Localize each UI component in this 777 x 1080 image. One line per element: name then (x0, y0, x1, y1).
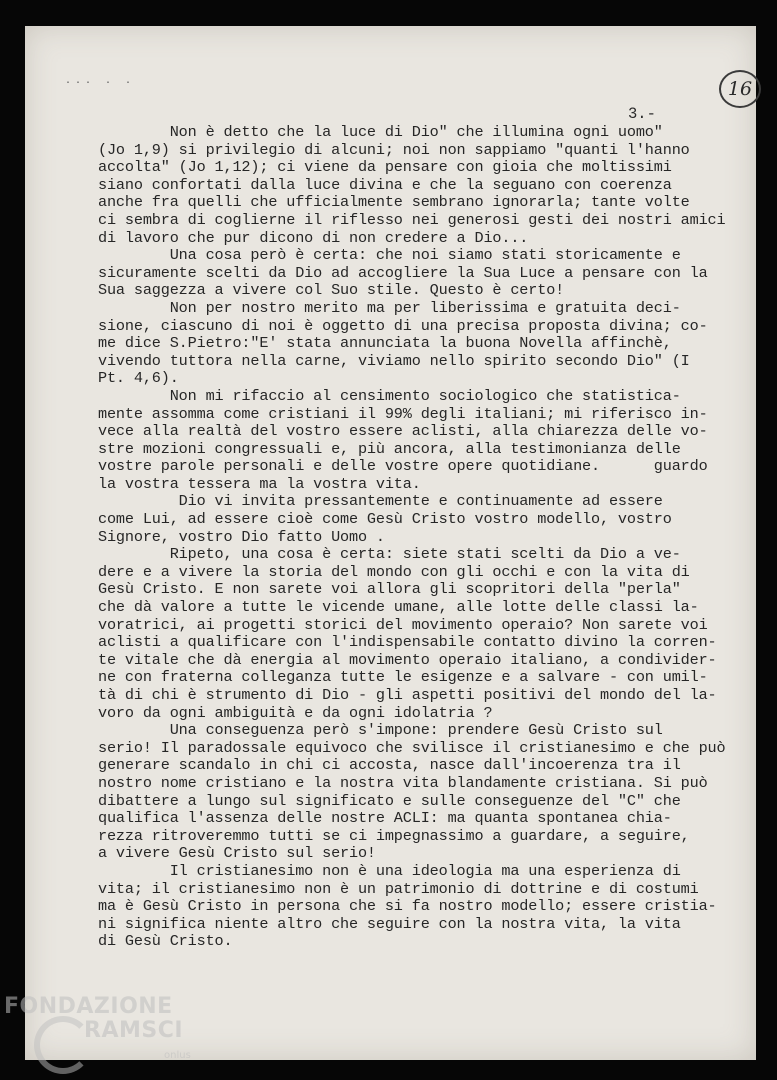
text-line: sione, ciascuno di noi è oggetto di una precisa proposta divina; co- (98, 316, 708, 335)
page-number: 3.- (628, 105, 656, 123)
watermark-line2: RAMSCI (84, 1018, 184, 1043)
text-line: Non per nostro merito ma per liberissima e gratuita deci- (98, 298, 681, 317)
text-line: dibattere a lungo sul significato e sulle conseguenze del "C" che (98, 791, 681, 810)
typewritten-text (98, 124, 738, 951)
text-line: sicuramente scelti da Dio ad accogliere la Sua Luce a pensare con la (98, 263, 708, 282)
text-line: nostro nome cristiano e la nostra vita blandamente cristiana. Si può (98, 773, 708, 792)
text-line: Ripeto, una cosa è certa: siete stati scelti da Dio a ve- (98, 545, 681, 564)
text-line: vivendo tuttora nella carne, viviamo nello spirito secondo Dio" (I (98, 351, 690, 370)
text-line: me dice S.Pietro:"E' stata annunciata la buona Novella affinchè, (98, 334, 672, 353)
text-line: la vostra tessera ma la vostra vita. (98, 474, 421, 493)
text-line: rezza ritroveremmo tutti se ci impegnassimo a guardare, a seguire, (98, 826, 690, 845)
text-line: ne con fraterna colleganza tutte le esigenze e a salvare - con umil- (98, 668, 708, 687)
text-line: a vivere Gesù Cristo sul serio! (98, 844, 376, 863)
watermark-onlus: onlus (164, 1050, 191, 1061)
text-line: vostre parole personali e delle vostre opere quotidiane. guardo (98, 457, 708, 476)
text-line: Sua saggezza a vivere col Suo stile. Questo è certo! (98, 281, 565, 300)
text-line: Una cosa però è certa: che noi siamo stati storicamente e (98, 246, 681, 265)
text-line: serio! Il paradossale equivoco che svilisce il cristianesimo e che può (98, 738, 726, 757)
text-line: Gesù Cristo. E non sarete voi allora gli scopritori della "perla" (98, 580, 681, 599)
text-line: tà di chi è strumento di Dio - gli aspetti positivi del mondo del la- (98, 686, 717, 704)
text-line: voro da ogni ambiguità e da ogni idolatria ? (98, 703, 493, 722)
text-line: Signore, vostro Dio fatto Uomo . (98, 527, 385, 546)
text-line: che dà valore a tutte le vicende umane, alle lotte delle classi la- (98, 598, 699, 617)
corner-marks: ··· · · (65, 78, 136, 89)
text-line: (Jo 1,9) si privilegio di alcuni; noi non sappiamo "quanti l'hanno (98, 140, 690, 159)
text-line: siano confortati dalla luce divina e che la seguano con coerenza (98, 175, 672, 194)
text-line: stre mozioni congressuali e, più ancora, alla testimonianza delle (98, 439, 681, 458)
text-line: dere e a vivere la storia del mondo con gli occhi e con la vita di (98, 562, 690, 581)
text-line: ma è Gesù Cristo in persona che si fa nostro modello; essere cristia- (98, 897, 717, 916)
text-line: aclisti a qualificare con l'indispensabile contatto divino la corren- (98, 633, 717, 652)
text-line: di lavoro che pur dicono di non credere a Dio... (98, 228, 529, 247)
text-line: Una conseguenza però s'impone: prendere Gesù Cristo sul (98, 721, 663, 740)
text-line: Pt. 4,6). (98, 369, 179, 388)
text-line: generare scandalo in chi ci accosta, nasce dall'incoerenza tra il (98, 756, 681, 775)
text-line: Il cristianesimo non è una ideologia ma una esperienza di (98, 861, 681, 880)
text-line: Dio vi invita pressantemente e continuamente ad essere (98, 492, 663, 511)
text-line: qualifica l'assenza delle nostre ACLI: ma quanta spontanea chia- (98, 809, 672, 828)
text-line: vita; il cristianesimo non è un patrimonio di dottrine e di costumi (98, 879, 699, 898)
text-line: Non mi rifaccio al censimento sociologico che statistica- (98, 386, 681, 405)
folio-number: 16 (719, 70, 761, 108)
text-line: Non è detto che la luce di Dio" che illumina ogni uomo" (98, 123, 663, 141)
text-line: voratrici, ai progetti storici del movimento operaio? Non sarete voi (98, 615, 708, 634)
text-line: te vitale che dà energia al movimento operaio italiano, a condivider- (98, 650, 717, 669)
text-line: ci sembra di coglierne il riflesso nei generosi gesti dei nostri amici (98, 210, 726, 229)
text-line: ni significa niente altro che seguire con la nostra vita, la vita (98, 914, 681, 933)
text-line: accolta" (Jo 1,12); ci viene da pensare con gioia che moltissimi (98, 158, 672, 177)
text-line: mente assomma come cristiani il 99% degli italiani; mi riferisco in- (98, 404, 708, 423)
text-line: vece alla realtà del vostro essere aclisti, alla chiarezza delle vo- (98, 422, 708, 441)
text-line: anche fra quelli che ufficialmente sembrano ignorarla; tante volte (98, 193, 690, 212)
fondazione-gramsci-watermark (4, 994, 204, 1061)
text-line: come Lui, ad essere cioè come Gesù Cristo vostro modello, vostro (98, 510, 672, 529)
watermark-line1: FONDAZIONE (4, 994, 173, 1019)
text-line: di Gesù Cristo. (98, 932, 233, 951)
